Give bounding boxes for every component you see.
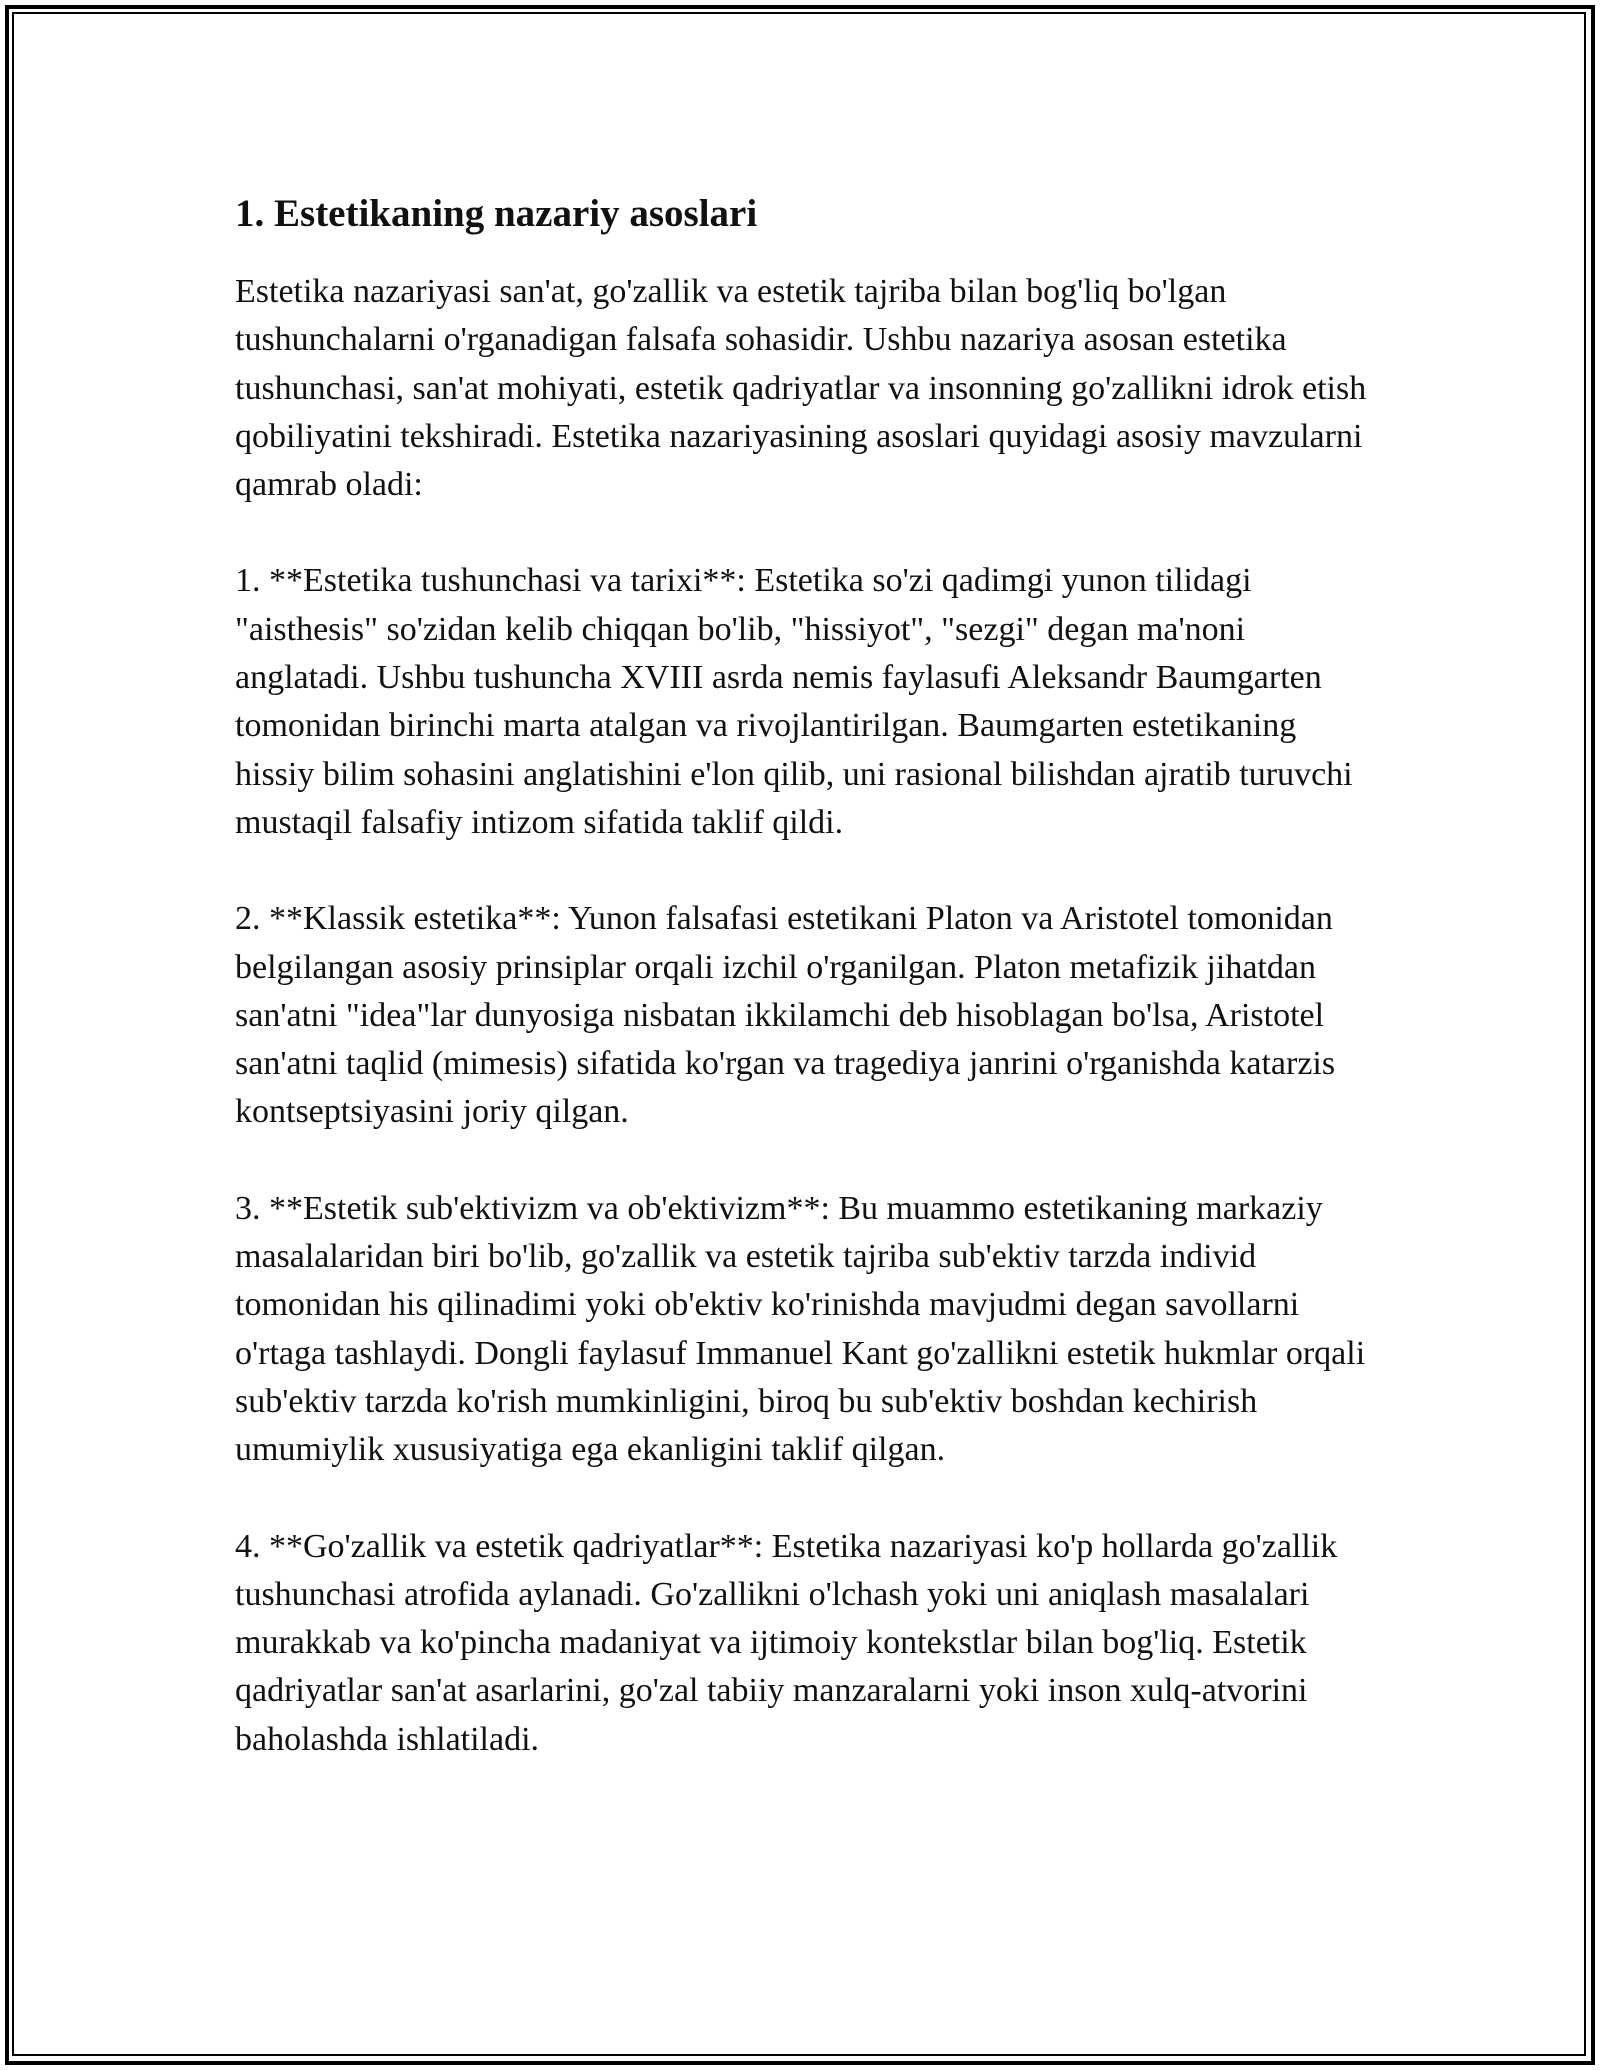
document-body [235,184,1375,1812]
intro-paragraph: Estetika nazariyasi san'at, go'zallik va estetik tajriba bilan bog'liq bo'lgan tushunchalarni o'rganadigan falsafa sohasidir. Ushbu nazariya asosan estetika tushunchasi, san'at mohiyati, estetik qadriyatlar va insonning go'zallikni idrok etish qobiliyatini tekshiradi. Estetika nazariyasining asoslari quyidagi asosiy mavzularni qamrab oladi: [235,273,1367,504]
list-item-beauty-values: 4. **Go'zallik va estetik qadriyatlar**: Estetika nazariyasi ko'p hollarda go'zallik tushunchasi atrofida aylanadi. Go'zallikni o'lchash yoki uni aniqlash masalalari murakkab va ko'pincha madaniyat va ijtimoiy kontekstlar bilan bog'liq. Estetik qadriyatlar san'at asarlarini, go'zal tabiiy manzaralarni yoki inson xulq-atvorini baholashda ishlatiladi. [235,1527,1338,1758]
list-item-aesthetics-history: 1. **Estetika tushunchasi va tarixi**: Estetika so'zi qadimgi yunon tilidagi "aisthesis" so'zidan kelib chiqqan bo'lib, "hissiyot", "sezgi" degan ma'noni anglatadi. Ushbu tushuncha XVIII asrda nemis faylasufi Aleksandr Baumgarten tomonidan birinchi marta atalgan va rivojlantirilgan. Baumgarten estetikaning hissiy bilim sohasini anglatishini e'lon qilib, uni rasional bilishdan ajratib turuvchi mustaqil falsafiy intizom sifatida taklif qildi. [235,562,1353,841]
page-title: 1. Estetikaning nazariy asoslari [235,192,758,235]
list-item-classical-aesthetics: 2. **Klassik estetika**: Yunon falsafasi estetikani Platon va Aristotel tomonidan belgilangan asosiy prinsiplar orqali izchil o'rganilgan. Platon metafizik jihatdan san'atni "idea"lar dunyosiga nisbatan ikkilamchi deb hisoblagan bo'lsa, Aristotel san'atni taqlid (mimesis) sifatida ko'rgan va tragediya janrini o'rganishda katarzis kontseptsiyasini joriy qilgan. [235,900,1336,1131]
list-item-subjectivism-objectivism: 3. **Estetik sub'ektivizm va ob'ektivizm**: Bu muammo estetikaning markaziy masalalaridan biri bo'lib, go'zallik va estetik tajriba sub'ektiv tarzda individ tomonidan his qilinadimi yoki ob'ektiv ko'rinishda mavjudmi degan savollarni o'rtaga tashlaydi. Dongli faylasuf Immanuel Kant go'zallikni estetik hukmlar orqali sub'ektiv tarzda ko'rish mumkinligini, biroq bu sub'ektiv boshdan kechirish umumiylik xususiyatiga ega ekanligini taklif qilgan. [235,1189,1366,1469]
